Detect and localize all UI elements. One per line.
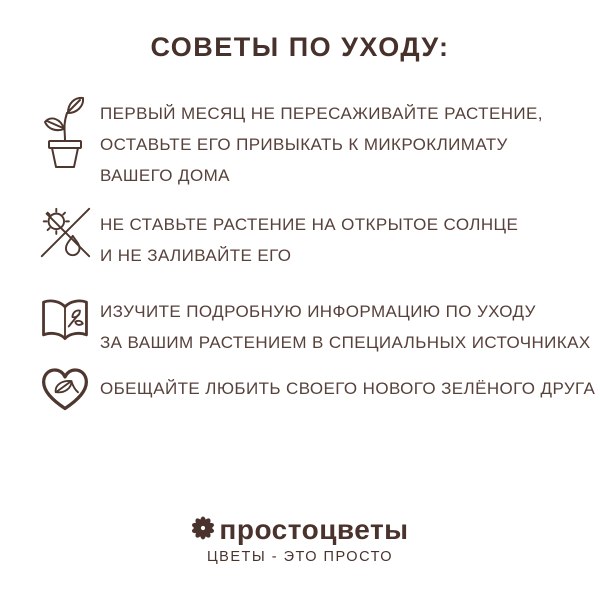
tip-text-line: НЕ СТАВЬТЕ РАСТЕНИЕ НА ОТКРЫТОЕ СОЛНЦЕ bbox=[100, 215, 519, 234]
tip-text-line: ЗА ВАШИМ РАСТЕНИЕМ В СПЕЦИАЛЬНЫХ ИСТОЧНИКАХ bbox=[100, 333, 591, 352]
tip-text-line: ВАШЕГО ДОМА bbox=[100, 166, 230, 185]
tip-text bbox=[100, 373, 595, 404]
open-book-leaf-icon bbox=[36, 291, 94, 347]
tip-row-sun-water bbox=[36, 203, 518, 271]
tip-text bbox=[100, 296, 591, 358]
tip-row-love bbox=[36, 364, 595, 414]
tip-text bbox=[100, 98, 543, 191]
brand-tagline: ЦВЕТЫ - ЭТО ПРОСТО bbox=[206, 549, 394, 565]
tip-row-information bbox=[36, 291, 591, 358]
tip-text-line: ОСТАВЬТЕ ЕГО ПРИВЫКАТЬ К МИКРОКЛИМАТУ bbox=[100, 135, 508, 154]
potted-plant-icon bbox=[36, 94, 94, 170]
tip-text-line: ПЕРВЫЙ МЕСЯЦ НЕ ПЕРЕСАЖИВАЙТЕ РАСТЕНИЕ, bbox=[100, 104, 543, 123]
tip-text-line: ИЗУЧИТЕ ПОДРОБНУЮ ИНФОРМАЦИЮ ПО УХОДУ bbox=[100, 302, 536, 321]
brand-logo bbox=[0, 514, 600, 565]
tip-text-line: И НЕ ЗАЛИВАЙТЕ ЕГО bbox=[100, 246, 292, 265]
heart-leaf-icon bbox=[36, 364, 94, 414]
brand-name: простоцветы bbox=[219, 514, 409, 545]
flower-logo-icon bbox=[191, 516, 215, 545]
page-title: СОВЕТЫ ПО УХОДУ: bbox=[150, 32, 450, 62]
tip-text bbox=[100, 209, 518, 271]
tip-text-line: ОБЕЩАЙТЕ ЛЮБИТЬ СВОЕГО НОВОГО ЗЕЛЁНОГО ДРУГА bbox=[100, 379, 596, 398]
tip-row-repotting bbox=[36, 94, 543, 191]
no-sun-no-overwatering-icon bbox=[36, 203, 94, 261]
